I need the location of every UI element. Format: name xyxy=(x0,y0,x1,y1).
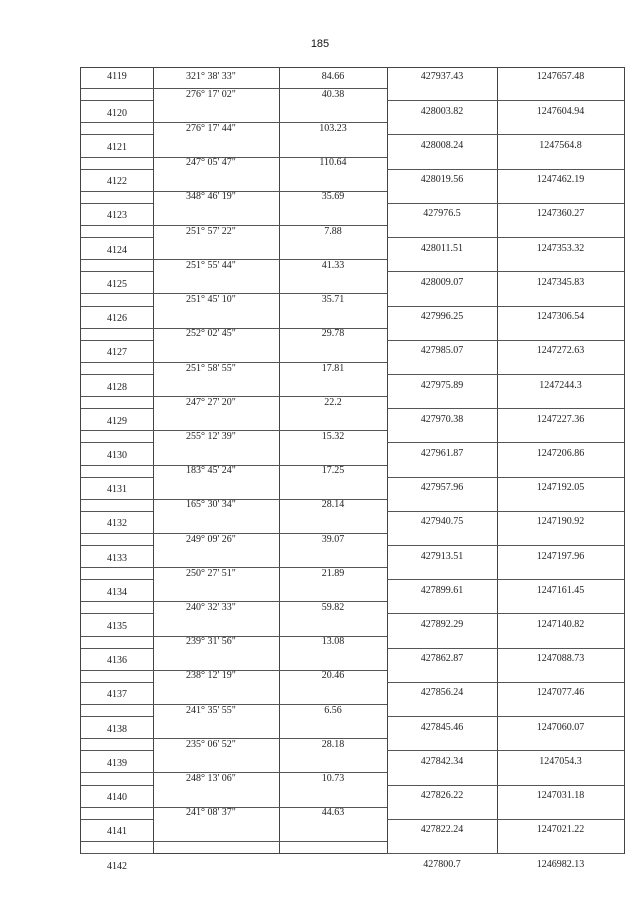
point-id-cell: 4129 xyxy=(107,415,127,427)
easting-cell: 1247192.05 xyxy=(536,482,585,494)
point-id-cell: 4119 xyxy=(107,71,127,82)
table-row xyxy=(81,804,624,839)
bearing-cell: 276° 17' 02" xyxy=(186,88,236,100)
point-id-cell: 4124 xyxy=(107,244,127,256)
easting-cell: 1247021.22 xyxy=(536,824,585,836)
table-row xyxy=(81,325,624,360)
distance-cell: 15.32 xyxy=(321,430,345,442)
bearing-cell: 165° 30' 34" xyxy=(186,499,236,511)
table-row xyxy=(81,428,624,463)
easting-cell: 1247345.83 xyxy=(536,276,585,288)
point-id-cell: 4137 xyxy=(107,689,127,701)
northing-cell: 427985.07 xyxy=(420,345,464,357)
point-id-cell: 4136 xyxy=(107,655,127,667)
bearing-cell: 248° 13' 06" xyxy=(186,773,236,785)
distance-cell: 35.69 xyxy=(321,191,345,203)
distance-cell: 103.23 xyxy=(319,123,347,134)
table-row xyxy=(81,736,624,771)
northing-cell: 427826.22 xyxy=(420,790,464,802)
point-id-cell: 4132 xyxy=(107,518,127,530)
distance-cell: 7.88 xyxy=(324,225,342,237)
point-id-cell: 4126 xyxy=(107,313,127,325)
northing-cell: 427856.24 xyxy=(420,687,464,699)
distance-cell: 6.56 xyxy=(324,704,342,716)
bearing-cell: 235° 06' 52" xyxy=(186,738,236,750)
table-row xyxy=(81,531,624,566)
point-id-cell: 4125 xyxy=(107,278,127,290)
bearing-cell: 247° 27' 20" xyxy=(186,396,236,408)
northing-cell: 427970.38 xyxy=(420,413,464,425)
northing-cell: 427937.43 xyxy=(420,71,464,82)
easting-cell: 1247197.96 xyxy=(536,550,585,562)
distance-cell: 84.66 xyxy=(321,71,345,82)
distance-cell: 17.81 xyxy=(321,362,345,374)
easting-cell: 1247060.07 xyxy=(536,721,585,733)
bearing-cell: 249° 09' 26" xyxy=(186,533,236,545)
table-row xyxy=(81,462,624,497)
point-id-cell: 4121 xyxy=(107,142,127,153)
distance-cell: 44.63 xyxy=(321,807,345,819)
easting-cell: 1247657.48 xyxy=(536,71,585,82)
point-id-cell: 4122 xyxy=(107,176,127,188)
northing-cell: 428003.82 xyxy=(420,105,464,117)
easting-cell: 1247190.92 xyxy=(536,516,585,528)
distance-cell: 39.07 xyxy=(321,533,345,545)
northing-cell: 427842.34 xyxy=(420,755,464,767)
northing-cell: 427996.25 xyxy=(420,311,464,323)
easting-cell: 1247140.82 xyxy=(536,619,585,631)
bearing-cell: 252° 02' 45" xyxy=(186,328,236,340)
distance-cell: 22.2 xyxy=(324,396,342,408)
easting-cell: 1247604.94 xyxy=(536,105,585,117)
point-id-cell: 4139 xyxy=(107,757,127,769)
table-row xyxy=(81,394,624,429)
point-id-cell: 4134 xyxy=(107,586,127,598)
northing-cell: 427862.87 xyxy=(420,653,464,665)
table-row xyxy=(81,86,624,121)
bearing-cell: 255° 12' 39" xyxy=(186,430,236,442)
distance-cell: 41.33 xyxy=(321,259,345,271)
northing-cell: 427975.89 xyxy=(420,379,464,391)
bearing-cell: 247° 05' 47" xyxy=(186,157,236,169)
bearing-cell: 239° 31' 56" xyxy=(186,636,236,648)
point-id-cell: 4127 xyxy=(107,347,127,359)
bearing-cell: 241° 08' 37" xyxy=(186,807,236,819)
table-row xyxy=(81,633,624,668)
easting-cell: 1247564.8 xyxy=(539,140,582,151)
point-id-cell: 4135 xyxy=(107,621,127,633)
bearing-cell: 250° 27' 51" xyxy=(186,567,236,579)
table-row xyxy=(81,599,624,634)
bearing-cell: 251° 57' 22" xyxy=(186,225,236,237)
bearing-cell: 251° 55' 44" xyxy=(186,259,236,271)
bearing-cell: 238° 12' 19" xyxy=(186,670,236,682)
table-row xyxy=(81,839,624,874)
distance-cell: 10.73 xyxy=(321,773,345,785)
point-id-cell: 4141 xyxy=(107,826,127,838)
northing-cell: 427800.7 xyxy=(423,858,461,870)
distance-cell: 110.64 xyxy=(319,157,347,169)
northing-cell: 427976.5 xyxy=(423,208,461,220)
northing-cell: 428019.56 xyxy=(420,174,464,186)
northing-cell: 428008.24 xyxy=(420,140,464,151)
easting-cell: 1247306.54 xyxy=(536,311,585,323)
distance-cell: 28.14 xyxy=(321,499,345,511)
easting-cell: 1247244.3 xyxy=(539,379,582,391)
page-number: 185 xyxy=(310,38,330,50)
distance-cell: 29.78 xyxy=(321,328,345,340)
easting-cell: 1247077.46 xyxy=(536,687,585,699)
northing-cell: 427845.46 xyxy=(420,721,464,733)
table-row xyxy=(81,291,624,326)
point-id-cell: 4140 xyxy=(107,792,127,804)
easting-cell: 1247206.86 xyxy=(536,447,585,459)
table-row xyxy=(81,770,624,805)
easting-cell: 1247161.45 xyxy=(536,584,585,596)
bearing-cell: 276° 17' 44" xyxy=(186,123,236,134)
distance-cell: 13.08 xyxy=(321,636,345,648)
table-row xyxy=(81,120,624,155)
bearing-cell: 348° 46' 19" xyxy=(186,191,236,203)
point-id-cell: 4133 xyxy=(107,552,127,564)
bearing-cell: 240° 32' 33" xyxy=(186,602,236,614)
distance-cell: 28.18 xyxy=(321,738,345,750)
point-id-cell: 4142 xyxy=(107,860,127,872)
table-row xyxy=(81,702,624,737)
table-row xyxy=(81,667,624,702)
distance-cell: 59.82 xyxy=(321,602,345,614)
northing-cell: 427899.61 xyxy=(420,584,464,596)
easting-cell: 1247462.19 xyxy=(536,174,585,186)
bearing-cell: 241° 35' 55" xyxy=(186,704,236,716)
point-id-cell: 4120 xyxy=(107,107,127,119)
table-row xyxy=(81,188,624,223)
table-row xyxy=(81,223,624,258)
point-id-cell: 4130 xyxy=(107,449,127,461)
easting-cell: 1247054.3 xyxy=(539,755,582,767)
bearing-cell: 183° 45' 24" xyxy=(186,465,236,477)
distance-cell: 35.71 xyxy=(321,294,345,306)
easting-cell: 1247360.27 xyxy=(536,208,585,220)
northing-cell: 427961.87 xyxy=(420,447,464,459)
distance-cell: 21.89 xyxy=(321,567,345,579)
easting-cell: 1247031.18 xyxy=(536,790,585,802)
northing-cell: 427913.51 xyxy=(420,550,464,562)
easting-cell: 1247272.63 xyxy=(536,345,585,357)
table-row xyxy=(81,565,624,600)
distance-cell: 17.25 xyxy=(321,465,345,477)
northing-cell: 427892.29 xyxy=(420,619,464,631)
easting-cell: 1247353.32 xyxy=(536,242,585,254)
northing-cell: 427940.75 xyxy=(420,516,464,528)
coordinate-table xyxy=(80,67,625,872)
bearing-cell: 251° 58' 55" xyxy=(186,362,236,374)
table-row xyxy=(81,257,624,292)
easting-cell: 1247227.36 xyxy=(536,413,585,425)
easting-cell: 1246982.13 xyxy=(536,858,585,870)
distance-cell: 20.46 xyxy=(321,670,345,682)
distance-cell: 40.38 xyxy=(321,88,345,100)
table-row xyxy=(81,154,624,189)
point-id-cell: 4123 xyxy=(107,210,127,222)
bearing-cell: 251° 45' 10" xyxy=(186,294,236,306)
northing-cell: 428011.51 xyxy=(420,242,464,254)
northing-cell: 427957.96 xyxy=(420,482,464,494)
northing-cell: 428009.07 xyxy=(420,276,464,288)
table-row xyxy=(81,496,624,531)
point-id-cell: 4131 xyxy=(107,484,127,496)
easting-cell: 1247088.73 xyxy=(536,653,585,665)
point-id-cell: 4138 xyxy=(107,723,127,735)
northing-cell: 427822.24 xyxy=(420,824,464,836)
bearing-cell: 321° 38' 33" xyxy=(186,71,236,82)
point-id-cell: 4128 xyxy=(107,381,127,393)
table-row xyxy=(81,360,624,395)
